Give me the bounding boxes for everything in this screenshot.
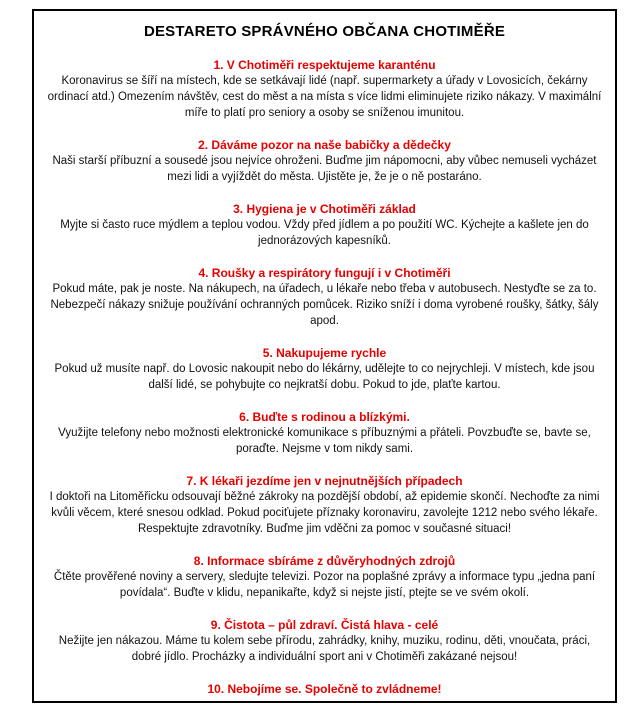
document-title: DESTARETO SPRÁVNÉHO OBČANA CHOTIMĚŘE xyxy=(143,23,506,40)
section-4-heading: 4. Roušky a respirátory fungují i v Chotiměři xyxy=(198,266,451,280)
section-5 xyxy=(44,345,605,393)
section-8-body: Čtěte prověřené noviny a servery, sledujte televizi. Pozor na poplašné zprávy a informace typu „jedna paní povídala“. Buďte v klidu, nepanikařte, když si nejste jistí, ptejte se ve svém okolí. xyxy=(53,571,596,599)
section-8-heading: 8. Informace sbíráme z důvěryhodných zdrojů xyxy=(193,554,456,568)
section-2-body: Naši starší příbuzní a sousedé jsou nejvíce ohroženi. Buďme jim nápomocni, aby vůbec nemuseli vycházet mezi lidi a vyjíždět do města. Ujistěte je, že je o ně postaráno. xyxy=(52,155,597,183)
section-9-heading: 9. Čistota – půl zdraví. Čistá hlava - celé xyxy=(210,618,439,632)
section-2-heading: 2. Dáváme pozor na naše babičky a dědečky xyxy=(198,138,451,152)
section-1 xyxy=(44,57,605,121)
section-10 xyxy=(44,681,605,697)
section-2 xyxy=(44,137,605,185)
section-8 xyxy=(44,553,605,601)
section-1-heading: 1. V Chotiměři respektujeme karanténu xyxy=(213,58,436,72)
section-1-body: Koronavirus se šíří na místech, kde se setkávají lidé (např. supermarkety a úřady v Lovosicích, čekárny ordinací atd.) Omezením návštěv, cest do měst a na místa s více lidmi eliminujete riziko nákazy. V maximální míře to platí pro seniory a osoby se sníženou imunitou. xyxy=(47,75,602,119)
section-7 xyxy=(44,473,605,537)
section-3-heading: 3. Hygiena je v Chotiměři základ xyxy=(233,202,416,216)
section-5-body: Pokud už musíte např. do Lovosic nakoupit nebo do lékárny, udělejte to co nejrychleji. V místech, kde jsou další lidé, se pohybujte co nejkratší dobu. Pokud to jde, plaťte kartou. xyxy=(54,363,595,391)
section-7-heading: 7. K lékaři jezdíme jen v nejnutnějších případech xyxy=(186,474,463,488)
section-5-heading: 5. Nakupujeme rychle xyxy=(262,346,387,360)
document-page xyxy=(32,9,617,703)
section-9-body: Nežijte jen nákazou. Máme tu kolem sebe přírodu, zahrádky, knihy, muziku, rodinu, děti, vnoučata, práci, dobré jídlo. Procházky a individuální sport ani v Chotiměři zakázané nejsou! xyxy=(58,635,591,663)
section-6-heading: 6. Buďte s rodinou a blízkými. xyxy=(239,410,410,424)
section-7-body: I doktoři na Litoměřicku odsouvají běžné zákroky na pozdější období, až epidemie skončí. Nechoďte za nimi kvůli věcem, které snesou odklad. Pokud pociťujete příznaky koronaviru, zavolejte 1212 nebo svého lékaře. Respektujte zdravotníky. Buďme jim vděčni za pomoc v současné situaci! xyxy=(49,491,600,535)
section-4 xyxy=(44,265,605,329)
section-10-heading: 10. Nebojíme se. Společně to zvládneme! xyxy=(207,682,442,696)
section-6 xyxy=(44,409,605,457)
section-3-body: Myjte si často ruce mýdlem a teplou vodou. Vždy před jídlem a po použití WC. Kýchejte a kašlete jen do jednorázových kapesníků. xyxy=(60,219,589,247)
section-9 xyxy=(44,617,605,665)
section-3 xyxy=(44,201,605,249)
section-6-body: Využijte telefony nebo možnosti elektronické komunikace s příbuznými a přáteli. Povzbuďte se, bavte se, poraďte. Nejsme v tom nikdy sami. xyxy=(58,427,591,455)
section-4-body: Pokud máte, pak je noste. Na nákupech, na úřadech, u lékaře nebo třeba v autobusech. Nestyďte se za to. Nebezpečí nákazy snižuje používání ochranných pomůcek. Riziko sníží i doma vyrobené roušky, šátky, šály apod. xyxy=(50,283,599,327)
